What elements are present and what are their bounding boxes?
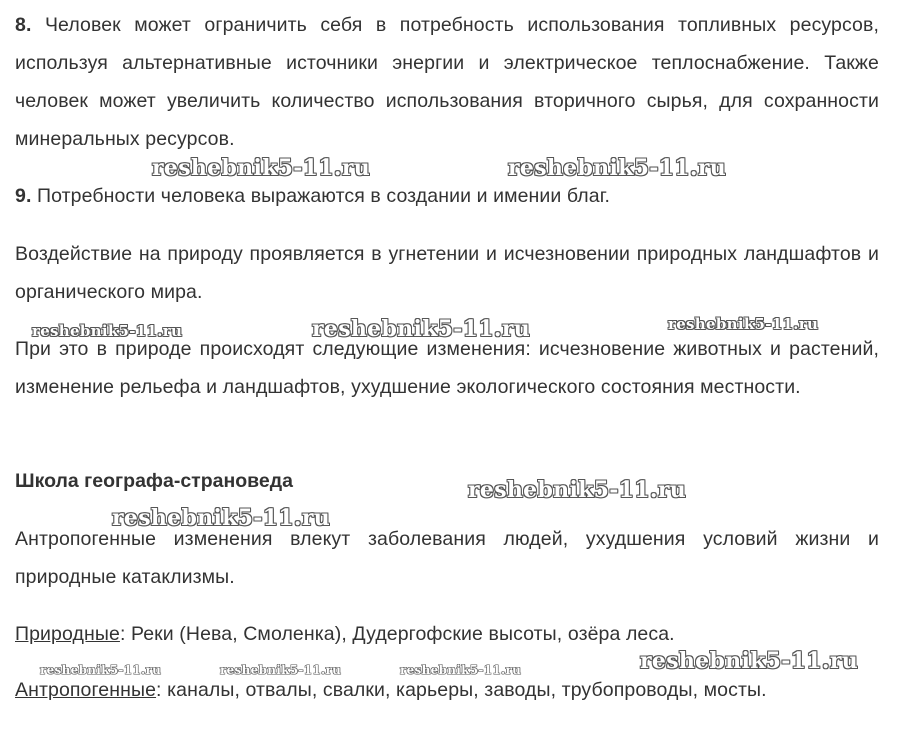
changes-paragraph: При это в природе происходят следующие изменения: исчезновение животных и растений, изменение рельефа и ландшафтов, ухудшение экологического состояния местности. [15, 338, 879, 398]
watermark: reshebnik5-11.ru [112, 505, 331, 531]
watermark: reshebnik5-11.ru [312, 316, 531, 342]
watermark: reshebnik5-11.ru [152, 155, 371, 181]
watermark: reshebnik5-11.ru [508, 155, 727, 181]
impact-paragraph: Воздействие на природу проявляется в угнетении и исчезновении природных ландшафтов и органического мира. [15, 243, 879, 303]
paragraph-8 [15, 6, 879, 158]
section-heading: Школа географа-страноведа [15, 470, 293, 492]
watermark: reshebnik5-11.ru [32, 322, 183, 340]
natural-label: Природные [15, 623, 120, 645]
natural-list: : Реки (Нева, Смоленка), Дудергофские высоты, озёра леса. [119, 623, 675, 645]
watermark: reshebnik5-11.ru [668, 315, 819, 333]
item-number-8: 8. [15, 14, 32, 36]
paragraph-9 [15, 177, 879, 215]
anthropogenic-effects-paragraph: Антропогенные изменения влекут заболевания людей, ухудшения условий жизни и природные катаклизмы. [15, 528, 879, 588]
watermark: reshebnik5-11.ru [400, 663, 522, 677]
watermark: reshebnik5-11.ru [40, 663, 162, 677]
paragraph-9-text: Потребности человека выражаются в создании и имении благ. [37, 185, 611, 207]
watermark: reshebnik5-11.ru [220, 663, 342, 677]
anthropogenic-label: Антропогенные [15, 679, 157, 701]
item-number-9: 9. [15, 185, 32, 207]
anthropogenic-list: : каналы, отвалы, свалки, карьеры, заводы, трубопроводы, мосты. [156, 679, 767, 701]
watermark: reshebnik5-11.ru [468, 477, 687, 503]
paragraph-8-text: Человек может ограничить себя в потребность использования топливных ресурсов, используя альтернативные источники энергии и электрическое теплоснабжение. Также человек может увеличить количество использования вторичного сырья, для сохранности минеральных ресурсов. [15, 14, 879, 150]
watermark: reshebnik5-11.ru [640, 648, 859, 674]
